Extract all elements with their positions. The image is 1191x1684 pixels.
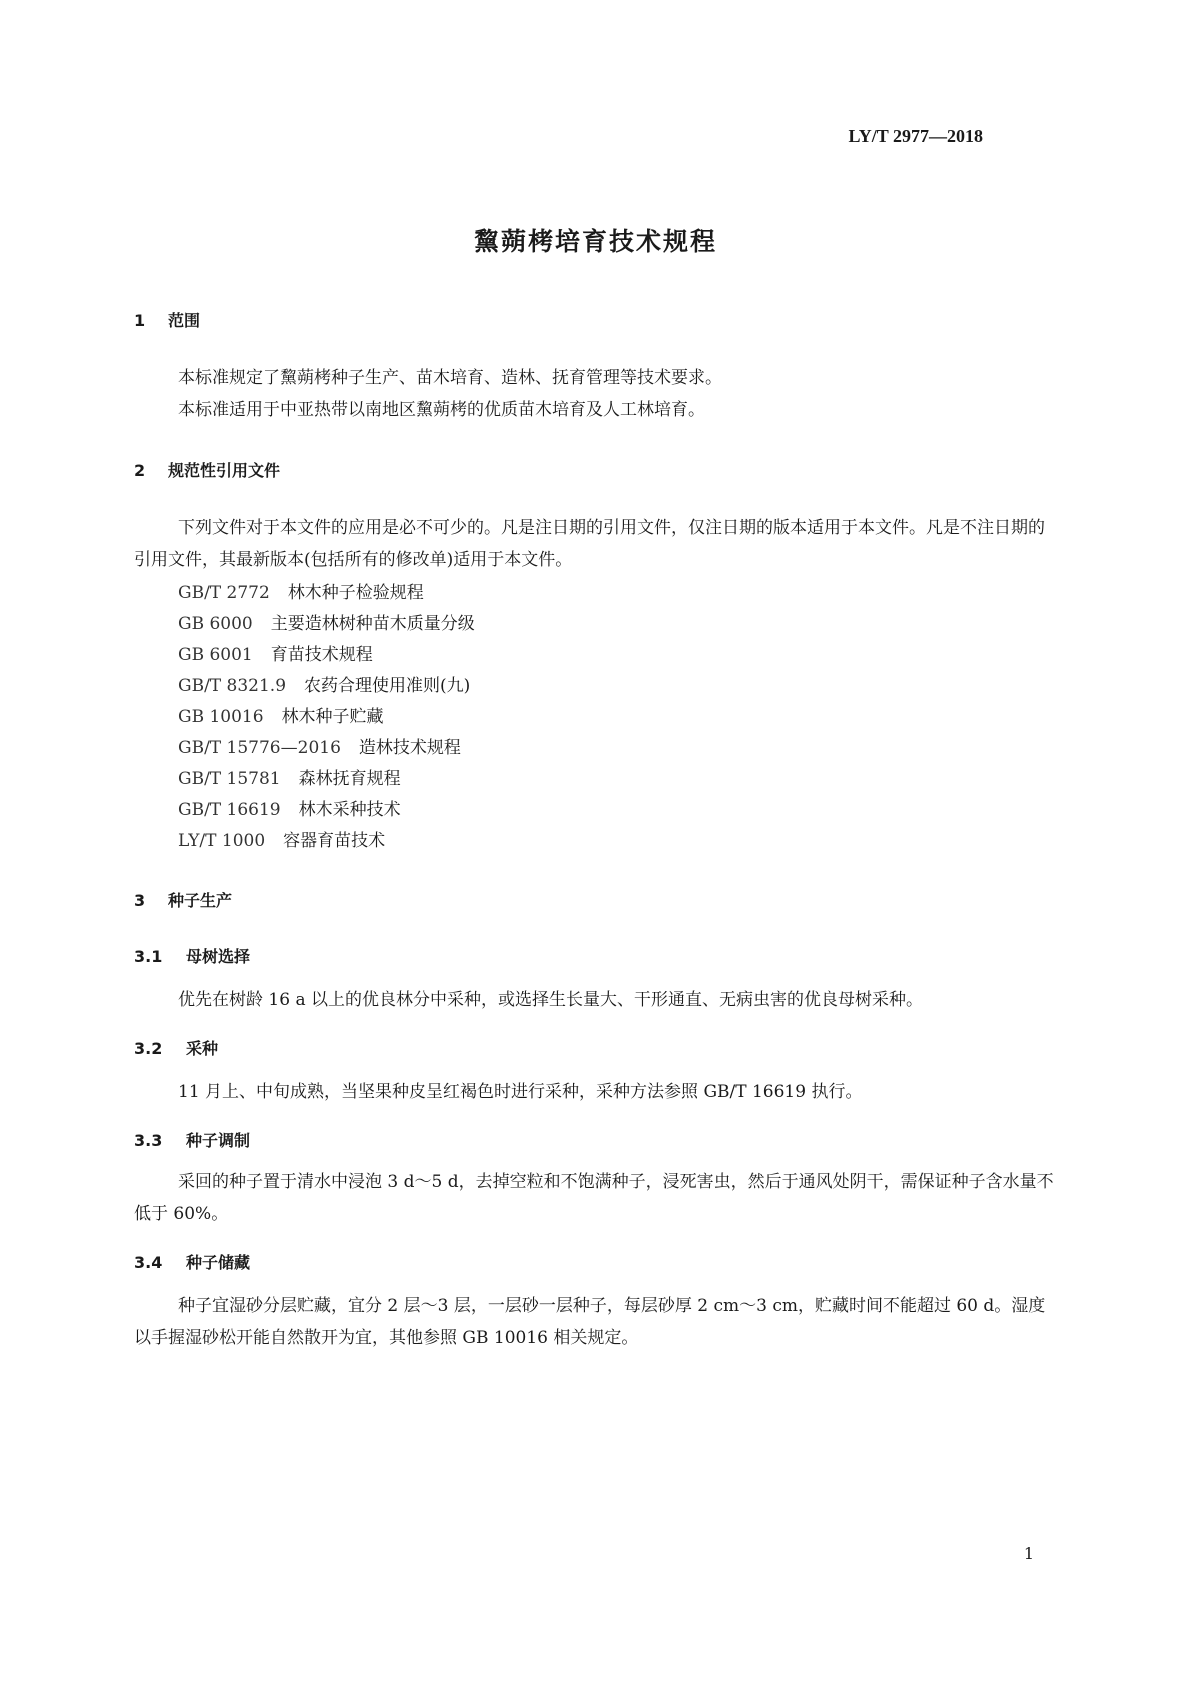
section-3-2-heading bbox=[134, 1036, 218, 1059]
section-number: 3.4 bbox=[134, 1253, 163, 1272]
section-3-4-heading bbox=[134, 1250, 250, 1273]
reference-name: 造林技术规程 bbox=[358, 738, 461, 758]
section-3-3-heading bbox=[134, 1128, 250, 1151]
section-number: 3.2 bbox=[134, 1039, 163, 1058]
page-number: 1 bbox=[1023, 1544, 1034, 1563]
reference-code: GB 6001 bbox=[178, 645, 253, 665]
reference-item bbox=[178, 609, 475, 634]
reference-item bbox=[178, 764, 401, 789]
paragraph: 本标准适用于中亚热带以南地区黧蒴栲的优质苗木培育及人工林培育。 bbox=[178, 400, 705, 420]
paragraph: 本标准规定了黧蒴栲种子生产、苗木培育、造林、抚育管理等技术要求。 bbox=[178, 368, 722, 388]
reference-code: GB/T 8321.9 bbox=[178, 676, 287, 696]
section-title: 范围 bbox=[168, 311, 201, 330]
reference-name: 农药合理使用准则(九) bbox=[304, 676, 471, 696]
section-title: 采种 bbox=[186, 1039, 219, 1058]
reference-name: 森林抚育规程 bbox=[298, 769, 401, 789]
section-title: 种子储藏 bbox=[186, 1253, 251, 1272]
section-title: 种子生产 bbox=[168, 891, 233, 910]
reference-item bbox=[178, 578, 424, 603]
reference-name: 林木种子检验规程 bbox=[287, 583, 424, 603]
section-title: 种子调制 bbox=[186, 1131, 251, 1150]
paragraph: 优先在树龄 16 a 以上的优良林分中采种，或选择生长量大、干形通直、无病虫害的优良母树采种。 bbox=[178, 990, 923, 1010]
reference-item bbox=[178, 671, 470, 696]
section-3-heading bbox=[134, 888, 232, 911]
reference-item bbox=[178, 733, 461, 758]
paragraph: 种子宜湿砂分层贮藏，宜分 2 层～3 层，一层砂一层种子，每层砂厚 2 cm～3 cm，贮藏时间不能超过 60 d。湿度以手握湿砂松开能自然散开为宜，其他参照 GB 10016 相关规定。 bbox=[134, 1296, 1046, 1348]
standard-number: LY/T 2977—2018 bbox=[848, 126, 983, 146]
reference-code: LY/T 1000 bbox=[178, 831, 266, 851]
reference-name: 容器育苗技术 bbox=[283, 831, 386, 851]
reference-code: GB/T 15776—2016 bbox=[178, 738, 341, 758]
paragraph: 采回的种子置于清水中浸泡 3 d～5 d，去掉空粒和不饱满种子，浸死害虫，然后于通风处阴干，需保证种子含水量不低于 60%。 bbox=[134, 1172, 1054, 1224]
reference-item bbox=[178, 702, 384, 727]
section-number: 1 bbox=[134, 311, 146, 330]
reference-item bbox=[178, 795, 401, 820]
reference-name: 林木种子贮藏 bbox=[281, 707, 384, 727]
section-number: 3.1 bbox=[134, 947, 163, 966]
page-title: 黧蒴栲培育技术规程 bbox=[473, 227, 717, 256]
paragraph: 下列文件对于本文件的应用是必不可少的。凡是注日期的引用文件，仅注日期的版本适用于本文件。凡是不注日期的引用文件，其最新版本(包括所有的修改单)适用于本文件。 bbox=[134, 518, 1045, 570]
reference-code: GB/T 16619 bbox=[178, 800, 281, 820]
reference-name: 主要造林树种苗木质量分级 bbox=[270, 614, 475, 634]
section-1-body bbox=[134, 362, 1060, 426]
reference-code: GB/T 2772 bbox=[178, 583, 270, 603]
section-1-heading bbox=[134, 308, 200, 331]
paragraph: 11 月上、中旬成熟，当坚果种皮呈红褐色时进行采种，采种方法参照 GB/T 16619 执行。 bbox=[178, 1082, 863, 1102]
reference-code: GB/T 15781 bbox=[178, 769, 281, 789]
section-2-heading bbox=[134, 458, 280, 481]
section-3-1-heading bbox=[134, 944, 250, 967]
section-title: 母树选择 bbox=[186, 947, 251, 966]
section-number: 2 bbox=[134, 461, 146, 480]
reference-name: 育苗技术规程 bbox=[270, 645, 373, 665]
reference-name: 林木采种技术 bbox=[298, 800, 401, 820]
reference-item bbox=[178, 826, 385, 851]
section-title: 规范性引用文件 bbox=[168, 461, 281, 480]
section-number: 3 bbox=[134, 891, 146, 910]
reference-code: GB 10016 bbox=[178, 707, 264, 727]
section-number: 3.3 bbox=[134, 1131, 163, 1150]
reference-item bbox=[178, 640, 373, 665]
reference-code: GB 6000 bbox=[178, 614, 253, 634]
